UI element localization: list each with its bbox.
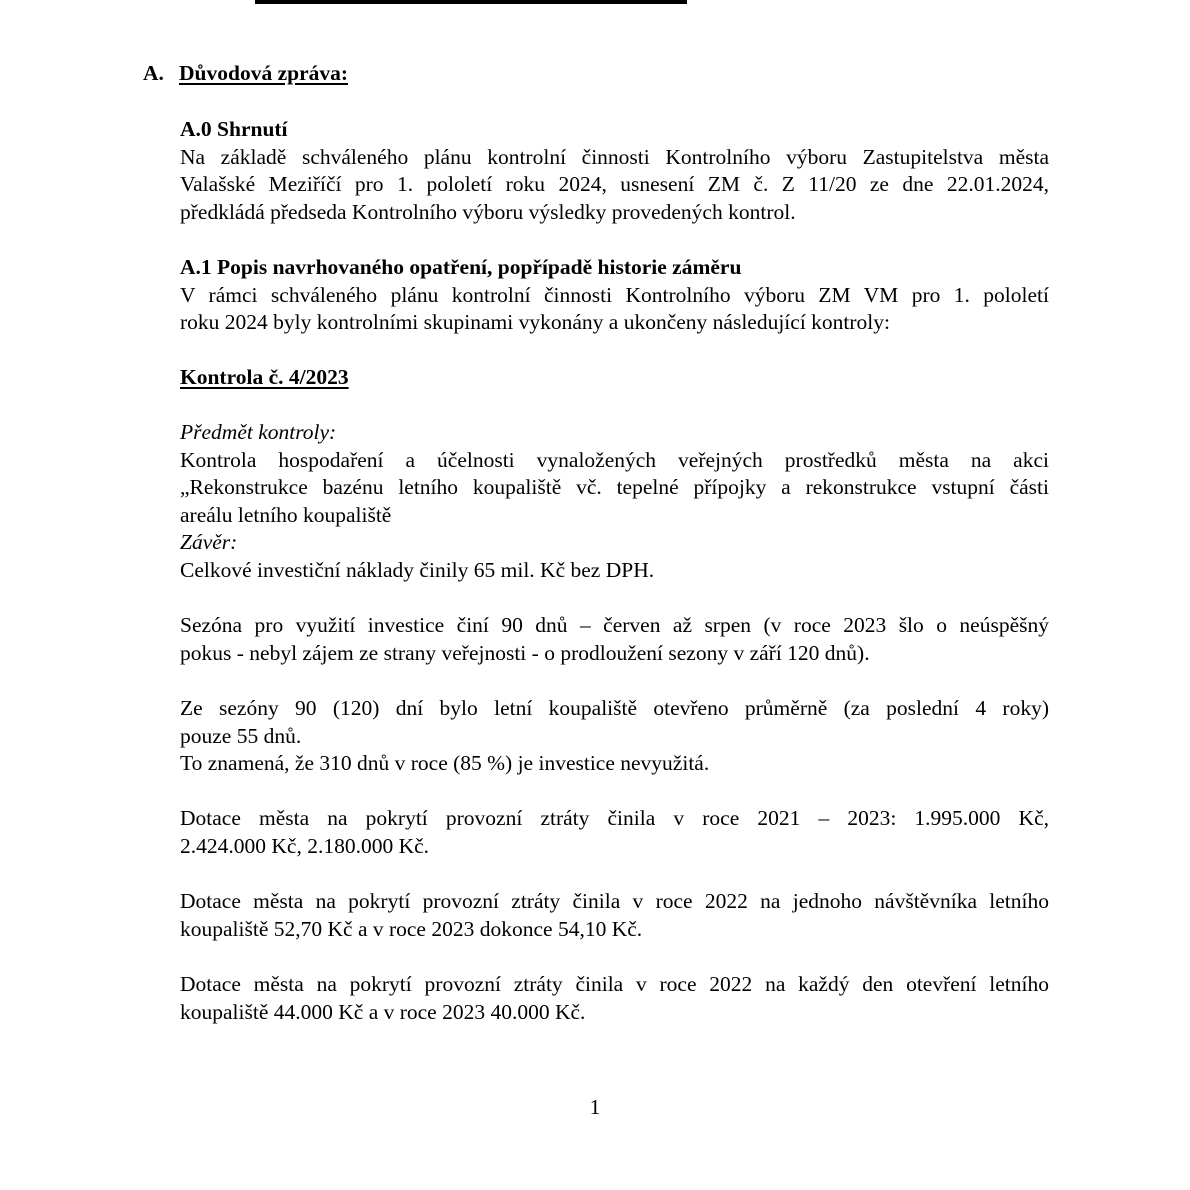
paragraph-line: Dotace města na pokrytí provozní ztráty činila v roce 2021 – 2023: 1.995.000 Kč, [180,806,1049,830]
summary-line: Valašské Meziříčí pro 1. pololetí roku 2024, usnesení ZM č. Z 11/20 ze dne 22.01.2024, [180,172,1049,196]
subject-line: areálu letního koupaliště [180,502,392,527]
paragraph-line: Dotace města na pokrytí provozní ztráty činila v roce 2022 na každý den otevření letního [180,972,1049,996]
summary-line: předkládá předseda Kontrolního výboru výsledky provedených kontrol. [180,199,796,224]
description-block [180,254,1049,337]
description-line: roku 2024 byly kontrolními skupinami vykonány a ukončeny následující kontroly: [180,310,891,334]
paragraph-line: 2.424.000 Kč, 2.180.000 Kč. [180,833,430,858]
subject-line: „Rekonstrukce bazénu letního koupaliště vč. tepelné přípojky a rekonstrukce vstupní části [180,475,1049,499]
paragraph-line: Dotace města na pokrytí provozní ztráty činila v roce 2022 na jednoho návštěvníka letního [180,889,1049,913]
conclusion-paragraph: Celkové investiční náklady činily 65 mil. Kč bez DPH. [180,557,655,582]
inspection-subject-block [180,419,1049,584]
conclusion-label: Závěr: [180,530,238,554]
subject-line: Kontrola hospodaření a účelnosti vynaložených veřejných prostředků města na akci [180,447,1049,472]
paragraph-line: pouze 55 dnů. [180,723,302,748]
paragraph-line: pokus - nebyl zájem ze strany veřejnosti - o prodloužení sezony v září 120 dnů). [180,640,870,665]
season-paragraph [180,612,1049,667]
subsidy-paragraph [180,805,1049,860]
paragraph-line: Sezóna pro využití investice činí 90 dnů – červen až srpen (v roce 2023 šlo o neúspěšný [180,613,1049,637]
paragraph-line: koupaliště 52,70 Kč a v roce 2023 dokonce 54,10 Kč. [180,916,643,941]
description-line: V rámci schváleného plánu kontrolní činnosti Kontrolního výboru ZM VM pro 1. pololetí [180,282,1049,307]
paragraph-line: koupaliště 44.000 Kč a v roce 2023 40.000 Kč. [180,999,586,1024]
page-number: 1 [589,1095,601,1119]
subsidy-per-day-paragraph [180,971,1049,1026]
subject-label: Předmět kontroly: [180,420,337,444]
section-title: Důvodová zpráva: [179,61,349,85]
inspection-title-block [180,364,1049,392]
summary-heading: A.0 Shrnutí [180,117,288,141]
top-rule [255,0,687,4]
summary-line: Na základě schváleného plánu kontrolní činnosti Kontrolního výboru Zastupitelstva města [180,144,1049,169]
inspection-title: Kontrola č. 4/2023 [180,365,349,389]
section-letter: A. [143,61,164,85]
summary-block [180,116,1049,226]
paragraph-line: Ze sezóny 90 (120) dní bylo letní koupaliště otevřeno průměrně (za poslední 4 roky) [180,696,1049,720]
description-heading: A.1 Popis navrhovaného opatření, popřípadě historie záměru [180,255,742,279]
section-heading [143,60,348,88]
paragraph-line: To znamená, že 310 dnů v roce (85 %) je investice nevyužitá. [180,751,710,775]
usage-paragraph [180,695,1049,778]
subsidy-per-visitor-paragraph [180,888,1049,943]
